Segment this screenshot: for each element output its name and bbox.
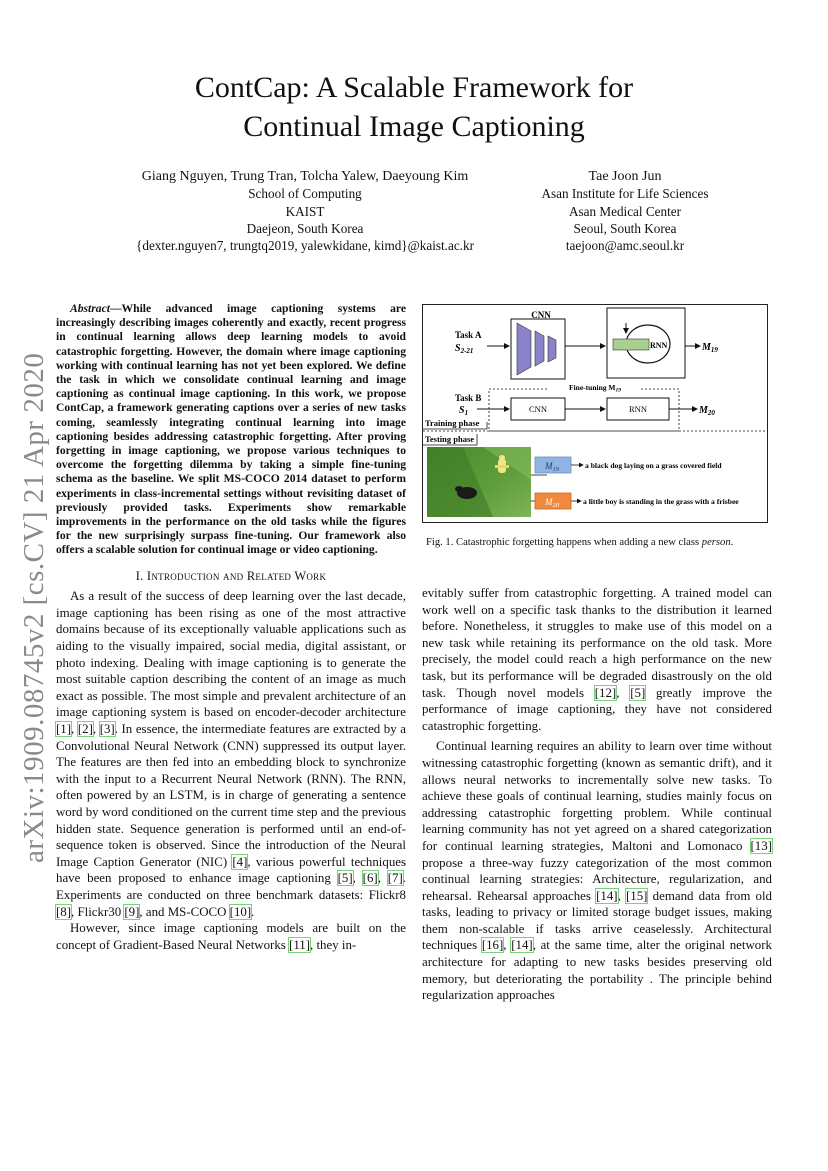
author-inst: KAIST bbox=[285, 203, 325, 219]
citation-link[interactable]: [5] bbox=[630, 685, 646, 700]
figure-1 bbox=[422, 304, 768, 523]
right-paragraph-1: evitably suffer from catastrophic forgetting. A trained model can work well on a specific task thanks to the distribution it learned before. Nonetheless, it struggles to make use of this model on a new task while retaining its performance on the old task. More precisely, the model could reach a high performance on the new task, but its performance will be degraded disastrously on the old task. Though novel models [12], [5] greatly improve the performance of image captioning, they have not considered catastrophic forgetting. bbox=[422, 586, 773, 733]
citation-link[interactable]: [14] bbox=[511, 938, 533, 953]
abstract-text: —While advanced image captioning systems are increasingly describing images coherently and exactly, recent progress in continual learning allows deep learning models to avoid catastrophic forgetting. However, the domain where image captioning working with continual learning has not yet been explored. We define the task in which we consolidate continual learning and image captioning as continual image captioning. In this work, we propose ContCap, a framework generating captions over a series of new tasks coming, seamlessly integrating continual learning into image captioning besides addressing catastrophic forgetting. After proving forgetting in image captioning, we propose various techniques to overcome the forgetting dilemma by taking a simple fine-tuning schema as the baseline. We split MS-COCO 2014 dataset to perform experiments in class-incremental settings without revisiting dataset of previously provided tasks. Experiments show remarkable improvements in the performance on the old tasks while the figures for the new surprisingly surpass fine-tuning. Our framework also offers a scalable solution for continual image or video captioning. bbox=[56, 302, 406, 557]
rnn-label: RNN bbox=[650, 341, 668, 350]
citation-link[interactable]: [13] bbox=[750, 838, 772, 853]
task-a-label: Task A bbox=[455, 330, 482, 340]
author-dept: School of Computing bbox=[248, 186, 362, 202]
title-line-2: Continual Image Captioning bbox=[243, 110, 585, 143]
finetuning-label: Fine-tuning $M_{19}$ bbox=[569, 383, 621, 394]
author-city: Seoul, South Korea bbox=[573, 220, 677, 236]
abstract bbox=[56, 302, 406, 558]
figure-caption: Fig. 1. Catastrophic forgetting happens when adding a new class person. bbox=[426, 537, 734, 548]
m19-generated-caption: a black dog laying on a grass covered field bbox=[585, 461, 722, 470]
author-names: Giang Nguyen, Trung Tran, Tolcha Yalew, Daeyoung Kim bbox=[141, 169, 469, 184]
testing-phase-label: Testing phase bbox=[425, 434, 475, 444]
citation-link[interactable]: [7] bbox=[387, 871, 403, 886]
m20-label: $M_{20}$ bbox=[699, 405, 715, 417]
rnn-cell-icon bbox=[613, 339, 649, 350]
abstract-label: Abstract bbox=[70, 302, 110, 315]
task-b-label: Task B bbox=[455, 393, 482, 403]
author-city: Daejeon, South Korea bbox=[246, 220, 364, 236]
intro-paragraph-1: As a result of the success of deep learning over the last decade, image captioning has been rising as one of the most attractive domains because of its exceptionally valuable applications such as aiding to the visually impaired, social media, digital assistant, or photo indexing. Dealing with image captioning is to generate the most suitable caption describing the content of an image as much exact as possible. The most simple and prevalent architecture of an image captioning system is based on encoder-decoder architecture [1], [2], [3]. In essence, the intermediate features are extracted by a Convolutional Neural Network (CNN) suppressed its output layer. The features are then fed into an embedding block to synchronize with the input to a Recurrent Neural Network (RNN). The RNN, often powered by an LSTM, is in charge of generating a sentence word by word conditioned on the current time step and the previous hidden state. Sequence generation is performed until an end-of-sequence token is observed. Since the introduction of the Neural Image Caption Generator (NIC) [4], various powerful techniques have been proposed to enhance image captioning [5], [6], [7]. Experiments are conducted on three benchmark datasets: Flickr8 [8], Flickr30 [9], and MS-COCO [10]. bbox=[56, 589, 407, 919]
task-a-set: $S_{2-21}$ bbox=[455, 343, 474, 355]
citation-link[interactable]: [16] bbox=[481, 938, 504, 953]
author-block-right bbox=[520, 168, 730, 254]
right-column bbox=[422, 585, 772, 1004]
section-heading: I. Introduction and Related Work bbox=[135, 568, 327, 583]
author-inst: Asan Medical Center bbox=[568, 203, 682, 219]
cnn-label: CNN bbox=[529, 404, 547, 414]
citation-link[interactable]: [4] bbox=[232, 854, 248, 869]
citation-link[interactable]: [12] bbox=[594, 685, 617, 700]
title-line-1: ContCap: A Scalable Framework for bbox=[194, 71, 634, 104]
cnn-label: CNN bbox=[531, 310, 551, 320]
citation-link[interactable]: [1] bbox=[56, 722, 72, 736]
citation-link[interactable]: [10] bbox=[229, 904, 252, 919]
citation-link[interactable]: [6] bbox=[362, 871, 378, 886]
m19-label: $M_{19}$ bbox=[702, 342, 718, 354]
author-email: taejoon@amc.seoul.kr bbox=[565, 238, 685, 254]
m19-box-label: $M_{19}$ bbox=[545, 461, 559, 473]
citation-link[interactable]: [11] bbox=[289, 937, 311, 952]
task-b-set: $S_1$ bbox=[459, 405, 469, 417]
author-email: {dexter.nguyen7, trungtq2019, yalewkidane, kimd}@kaist.ac.kr bbox=[136, 238, 474, 254]
cnn-layer-icon bbox=[517, 323, 531, 375]
paper-title bbox=[60, 68, 768, 146]
arxiv-id: arXiv:1909.08745v2 [cs.CV] 21 Apr 2020 bbox=[18, 352, 50, 863]
finetuning-frame bbox=[489, 389, 679, 431]
left-column bbox=[56, 302, 406, 953]
citation-link[interactable]: [3] bbox=[99, 722, 115, 736]
test-photo bbox=[427, 447, 531, 517]
cnn-layer-icon bbox=[535, 331, 544, 366]
citation-link[interactable]: [5] bbox=[337, 871, 353, 886]
author-name: Tae Joon Jun bbox=[588, 169, 662, 184]
right-paragraph-2: Continual learning requires an ability to learn over time without witnessing catastrophic forgetting (known as semantic drift), and it allows neural networks to incrementally solve new tasks. To achieve these goals of continual learning, studies mainly focus on addressing catastrophic forgetting problem. While continual learning community has not yet agreed on a shared categorization for continual learning strategies, Maltoni and Lomonaco [13] propose a three-way fuzzy categorization of the most common continual learning strategies: Architecture, regularization, and rehearsal. Rehearsal approaches [14], [15] demand data from old tasks, leading to privacy or limited storage budget issues, making them non-scalable if tasks arrive ceaselessly. Architectural techniques [16], [14], at the same time, alter the original network architecture for adapting to new tasks besides preserving old memory, but deteriorating the portability . The principle behind regularization approaches bbox=[422, 739, 773, 1003]
rnn-label: RNN bbox=[629, 404, 647, 414]
training-phase-label: Training phase bbox=[425, 418, 480, 428]
m20-box-label: $M_{20}$ bbox=[545, 497, 559, 509]
figure-diagram bbox=[423, 305, 767, 522]
citation-link[interactable]: [14] bbox=[596, 888, 618, 903]
author-dept: Asan Institute for Life Sciences bbox=[541, 186, 709, 202]
cnn-layer-icon bbox=[548, 336, 556, 362]
intro-paragraph-2: However, since image captioning models are built on the concept of Gradient-Based Neural Networks [11], they in- bbox=[56, 921, 406, 952]
citation-link[interactable]: [15] bbox=[625, 888, 648, 903]
citation-link[interactable]: [9] bbox=[124, 904, 140, 919]
author-block-left bbox=[100, 168, 510, 254]
citation-link[interactable]: [2] bbox=[77, 722, 93, 736]
citation-link[interactable]: [8] bbox=[56, 904, 72, 919]
m20-generated-caption: a little boy is standing in the grass with a frisbee bbox=[583, 497, 739, 506]
